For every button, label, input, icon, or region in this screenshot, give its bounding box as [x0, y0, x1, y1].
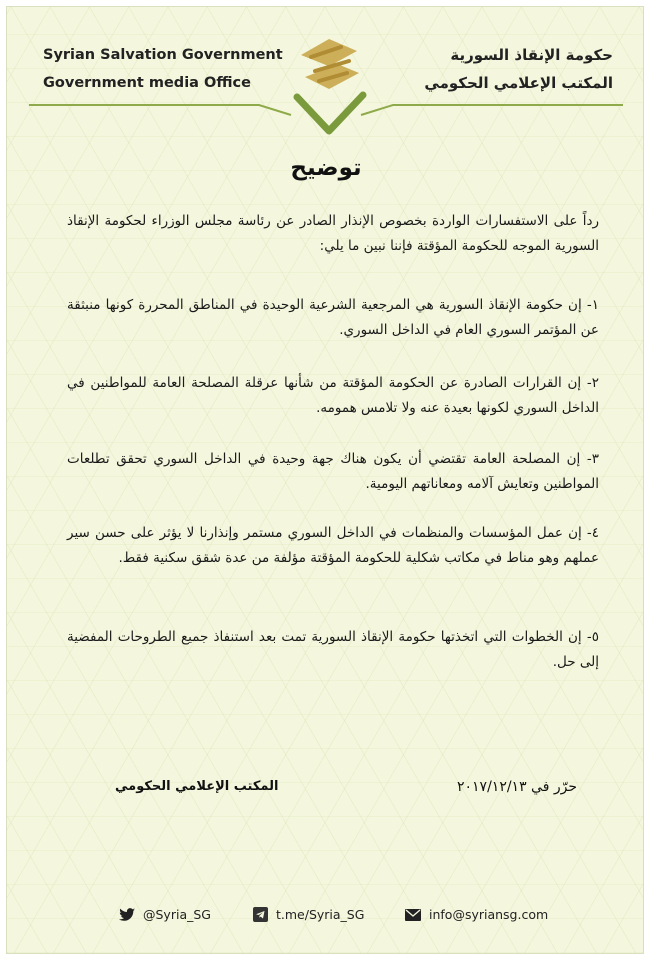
- signature-date: حرّر في ٢٠١٧/١٢/١٣: [457, 779, 577, 795]
- twitter-handle: @Syria_SG: [143, 907, 211, 922]
- intro-paragraph: رداً على الاستفسارات الواردة بخصوص الإنذار الصادر عن رئاسة مجلس الوزراء لحكومة الإنقاذ السورية الموجه للحكومة المؤقتة فإننا نبين ما يلي:: [67, 213, 599, 254]
- footer-email[interactable]: [405, 907, 548, 922]
- envelope-icon: [405, 909, 421, 921]
- point-2: ٢- إن القرارات الصادرة عن الحكومة المؤقتة من شأنها عرقلة المصلحة العامة للمواطنين في الداخل السوري لكونها بعيدة عنه ولا تلامس همومه.: [67, 375, 599, 416]
- email-address: info@syriansg.com: [429, 907, 549, 922]
- org-name-ar: حكومة الإنقاذ السورية: [450, 46, 613, 64]
- salvation-government-logo-icon: [289, 27, 371, 137]
- org-name-en: Syrian Salvation Government: [43, 47, 283, 63]
- document-page: [6, 6, 644, 954]
- header-arabic: [424, 41, 613, 97]
- footer-telegram[interactable]: [253, 907, 364, 922]
- point-3: ٣- إن المصلحة العامة تقتضي أن يكون هناك جهة وحيدة في الداخل السوري تحقق تطلعات المواطنين وتعايش آلامه ومعاناتهم اليومية.: [67, 451, 599, 492]
- header-english: [43, 41, 283, 97]
- twitter-icon: [119, 908, 135, 922]
- office-name-ar: المكتب الإعلامي الحكومي: [424, 74, 613, 92]
- point-1: ١- إن حكومة الإنقاذ السورية هي المرجعية الشرعية الوحيدة في المناطق المحررة كونها منبثقة عن المؤتمر السوري العام في الداخل السوري.: [67, 297, 599, 338]
- footer: [7, 907, 644, 931]
- signature-office: المكتب الإعلامي الحكومي: [115, 779, 279, 794]
- telegram-link: t.me/Syria_SG: [276, 907, 365, 922]
- document-title: توضيح: [290, 155, 362, 181]
- footer-twitter[interactable]: [119, 907, 211, 922]
- header-divider: [29, 103, 623, 117]
- point-5: ٥- إن الخطوات التي اتخذتها حكومة الإنقاذ السورية تمت بعد استنفاذ جميع الطروحات المفضية إلى حل.: [67, 629, 599, 670]
- office-name-en: Government media Office: [43, 75, 251, 91]
- telegram-icon: [253, 907, 268, 922]
- point-4: ٤- إن عمل المؤسسات والمنظمات في الداخل السوري مستمر وإنذارنا لا يؤثر على حسن سير عملهم وهو مناط في مكاتب شكلية للحكومة المؤقتة مؤلفة من عدة شقق سكنية فقط.: [67, 525, 599, 566]
